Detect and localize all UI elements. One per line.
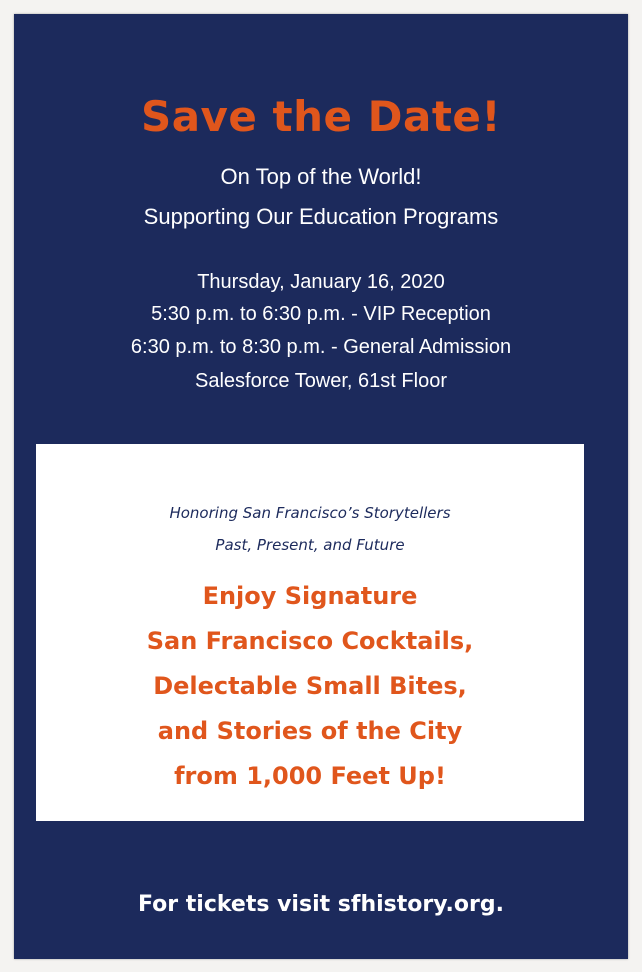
general-admission-time: 6:30 p.m. to 8:30 p.m. - General Admission (130, 336, 512, 358)
enjoy-line-4: and Stories of the City (157, 717, 463, 745)
vip-reception-time: 5:30 p.m. to 6:30 p.m. - VIP Reception (151, 303, 491, 325)
tickets-info: For tickets visit sfhistory.org. (138, 892, 504, 917)
enjoy-line-3: Delectable Small Bites, (153, 672, 467, 700)
invitation-card (14, 14, 628, 959)
enjoy-line-5: from 1,000 Feet Up! (174, 762, 446, 790)
honoring-line: Honoring San Francisco’s Storytellers (169, 504, 451, 522)
event-purpose: Supporting Our Education Programs (143, 204, 499, 229)
enjoy-line-2: San Francisco Cocktails, (146, 627, 474, 655)
save-the-date-title: Save the Date! (140, 92, 502, 141)
enjoy-line-1: Enjoy Signature (202, 582, 418, 610)
highlights-panel (36, 444, 584, 821)
event-date: Thursday, January 16, 2020 (197, 271, 445, 293)
event-venue: Salesforce Tower, 61st Floor (195, 370, 447, 392)
past-present-future-line: Past, Present, and Future (215, 536, 405, 554)
event-name: On Top of the World! (220, 164, 422, 189)
